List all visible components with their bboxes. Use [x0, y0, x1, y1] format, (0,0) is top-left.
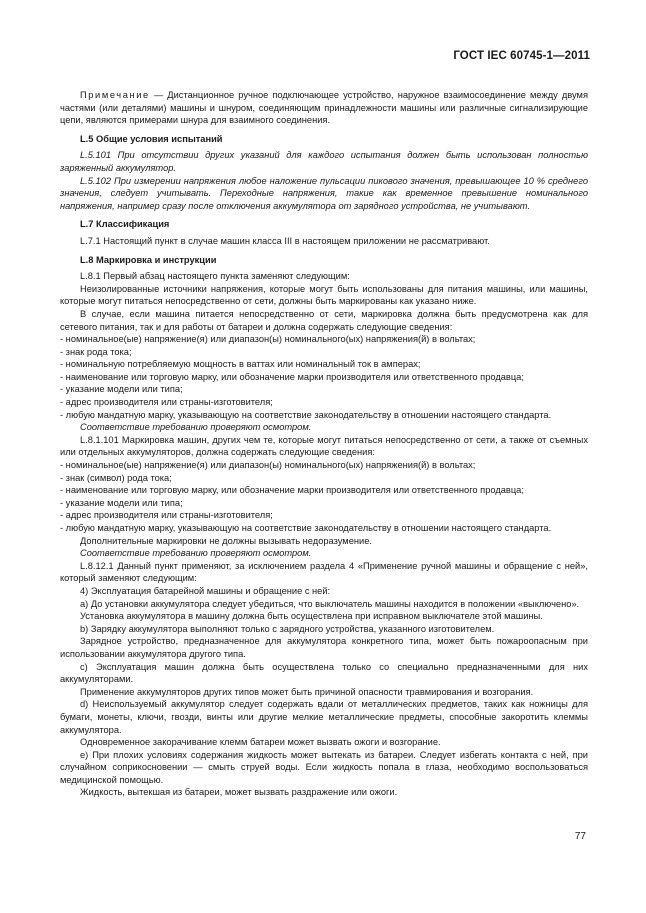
paragraph: В случае, если машина питается непосредственно от сети, маркировка должна быть предусмотрена как для сетевого питания, так и для работы от батареи и должна содержать следующие сведения:	[60, 308, 588, 332]
paragraph: Одновременное закорачивание клемм батареи может вызвать ожоги и возгорание.	[80, 737, 441, 748]
paragraph: - адрес производителя или страны-изготовителя;	[60, 397, 273, 408]
paragraph: - знак (символ) рода тока;	[60, 472, 172, 483]
paragraph: Применение аккумуляторов других типов может быть причиной опасности травмирования и возгорания.	[80, 686, 534, 697]
document-body	[60, 82, 588, 799]
note-label: Примечание	[80, 90, 150, 100]
paragraph: - номинальное(ые) напряжение(я) или диапазон(ы) номинального(ых) напряжения(й) в вольтах;	[60, 460, 476, 471]
paragraph: - любую мандатную марку, указывающую на соответствие законодательству в отношении настоящего стандарта.	[60, 409, 552, 420]
paragraph: L.5.101 При отсутствии других указаний для каждого испытания должен быть использован полностью заряженный аккумулятор.	[60, 150, 588, 173]
paragraph: - знак рода тока;	[60, 346, 132, 357]
paragraph	[60, 89, 588, 127]
section-heading: L.5 Общие условия испытаний	[80, 133, 223, 144]
paragraph: L.7.1 Настоящий пункт в случае машин класса III в настоящем приложении не рассматривают.	[80, 235, 490, 246]
paragraph: Установка аккумулятора в машину должна быть осуществлена при исправном выключателе этой машины.	[80, 611, 543, 622]
note-text: — Дистанционное ручное подключающее устройство, наружное взаимосоединение между двумя частями (или деталями) машины и шнуром, соединяющим принадлежности машины или различные сигнализирующие цепи, являются примерами шнура для взаимного соединения.	[60, 90, 588, 126]
paragraph: Зарядное устройство, предназначенное для аккумулятора конкретного типа, может быть пожароопасным при использовании аккумулятора другого типа.	[60, 636, 588, 659]
paragraph: L.8.1.101 Маркировка машин, других чем те, которые могут питаться непосредственно от сети, а также от съемных или отдельных аккумуляторов, должна содержать следующие сведения:	[60, 434, 588, 458]
standard-header: ГОСТ IEC 60745-1—2011	[453, 50, 590, 62]
paragraph: - указание модели или типа;	[60, 384, 183, 395]
paragraph: - номинальную потребляемую мощность в ваттах или номинальный ток в амперах;	[60, 359, 421, 370]
paragraph: с) Эксплуатация машин должна быть осуществлена только со специально предназначенными для них аккумуляторами.	[60, 661, 588, 685]
paragraph: L.5.102 При измерении напряжения любое наложение пульсации пикового значения, превышающее 10 % среднего значения, следует учитывать. Переходные напряжения, такие как временное превышение номинального напряжения, например сразу после отключения аккумулятора от зарядного устройства, не учитывают.	[60, 175, 588, 211]
paragraph: Соответствие требованию проверяют осмотром.	[80, 548, 312, 559]
paragraph: - адрес производителя или страны-изготовителя;	[60, 510, 273, 521]
paragraph: - любую мандатную марку, указывающую на соответствие законодательству в отношении настоящего стандарта.	[60, 523, 552, 533]
paragraph: е) При плохих условиях содержания жидкость может вытекать из батареи. Следует избегать контакта с ней, при случайном соприкосновении — смыть струей воды. Если жидкость попала в глаза, необходимо воспользоваться медицинской помощью.	[60, 749, 588, 785]
paragraph: - наименование или торговую марку, или обозначение марки производителя или ответственного продавца;	[60, 485, 524, 496]
paragraph: Жидкость, вытекшая из батареи, может вызвать раздражение или ожоги.	[80, 787, 398, 798]
paragraph: Неизолированные источники напряжения, которые могут быть использованы для питания машины, или машины, которые могут питаться непосредственно от сети, должны быть маркированы как указано ниже.	[60, 283, 588, 307]
paragraph: - наименование или торговую марку, или обозначение марки производителя или ответственного продавца;	[60, 371, 524, 382]
paragraph: 4) Эксплуатация батарейной машины и обращение с ней:	[80, 585, 331, 596]
paragraph: - указание модели или типа;	[60, 497, 183, 508]
section-heading: L.8 Маркировка и инструкции	[80, 254, 217, 265]
section-heading: L.7 Классификация	[80, 219, 170, 230]
paragraph: b) Зарядку аккумулятора выполняют только с зарядного устройства, указанного изготовителем.	[80, 623, 495, 634]
paragraph: - номинальное(ые) напряжение(я) или диапазон(ы) номинального(ых) напряжения(й) в вольтах;	[60, 334, 476, 345]
paragraph: а) До установки аккумулятора следует убедиться, что выключатель машины находится в положении «выключено».	[80, 598, 580, 609]
paragraph: d) Неиспользуемый аккумулятор следует содержать вдали от металлических предметов, таких как ножницы для бумаги, монеты, ключи, гвозди, винты или другие мелкие металлические предметы, способные закоротить клеммы аккумулятора.	[60, 699, 588, 735]
page-number: 77	[574, 831, 586, 842]
paragraph: Соответствие требованию проверяют осмотром.	[80, 422, 312, 433]
paragraph: L.8.12.1 Данный пункт применяют, за исключением раздела 4 «Применение ручной машины и обращение с ней», который заменяют следующим:	[60, 560, 588, 584]
paragraph: Дополнительные маркировки не должны вызывать недоразумение.	[80, 535, 372, 546]
paragraph: L.8.1 Первый абзац настоящего пункта заменяют следующим:	[80, 271, 350, 282]
